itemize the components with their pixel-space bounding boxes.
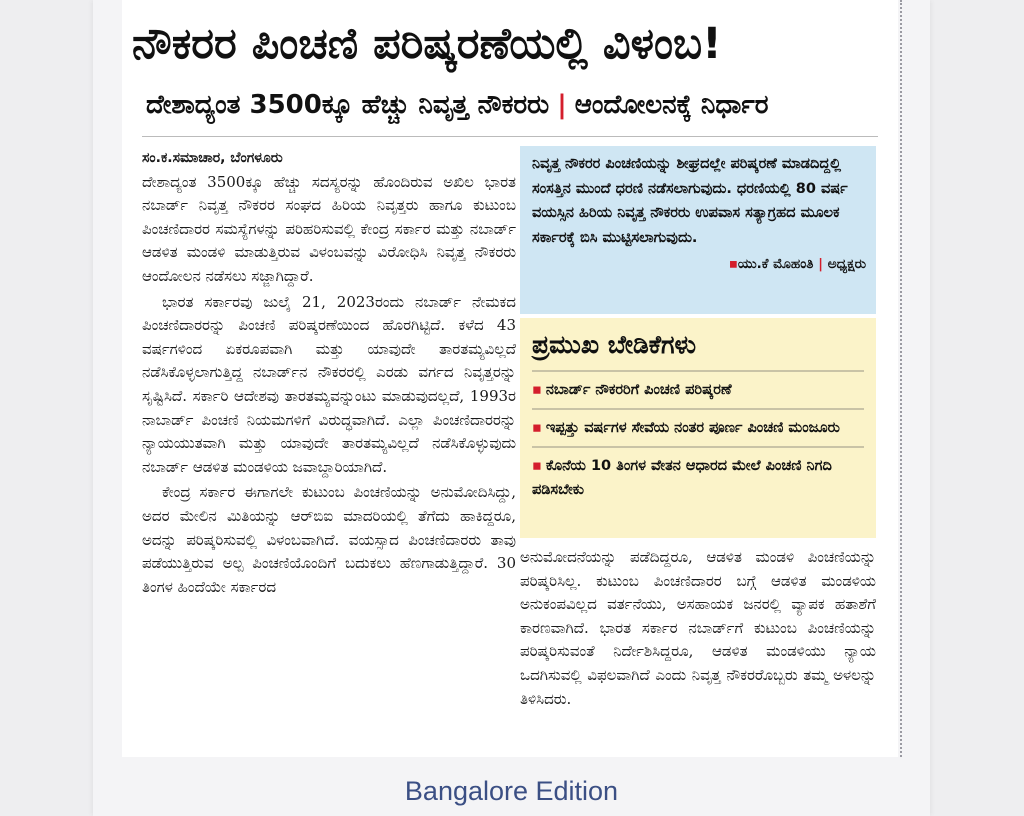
demand-item: ▪ ಕೊನೆಯ 10 ತಿಂಗಳ ವೇತನ ಆಧಾರದ ಮೇಲೆ ಪಿಂಚಣಿ ನಿಗದಿ ಪಡಿಸಬೇಕು [532,446,864,508]
paragraph-1: ದೇಶಾದ್ಯಂತ 3500ಕ್ಕೂ ಹೆಚ್ಚು ಸದಸ್ಯರನ್ನು ಹೊಂದಿರುವ ಅಖಿಲ ಭಾರತ ನಬಾರ್ಡ್ ನಿವೃತ್ತ ನೌಕರರ ಸಂಘದ ಹಿರಿಯ ನಿವೃತ್ತರು ಹಾಗೂ ಕುಟುಂಬ ಪಿಂಚಣಿದಾರರ ಸಮಸ್ಯೆಗಳನ್ನು ಪರಿಹರಿಸುವಲ್ಲಿ ಕೇಂದ್ರ ಸರ್ಕಾರ ಮತ್ತು ನಬಾರ್ಡ್ ಆಡಳಿತ ಮಂಡಳಿ ಮಾಡುತ್ತಿರುವ ವಿಳಂಬವನ್ನು ವಿರೋಧಿಸಿ ನಿವೃತ್ತ ನೌಕರರು ಆಂದೋಲನ ನಡೆಸಲು ಸಜ್ಜಾಗಿದ್ದಾರೆ. [142,172,516,285]
paragraph-3: ಕೇಂದ್ರ ಸರ್ಕಾರ ಈಗಾಗಲೇ ಕುಟುಂಬ ಪಿಂಚಣಿಯನ್ನು ಅನುಮೋದಿಸಿದ್ದು, ಅದರ ಮೇಲಿನ ಮಿತಿಯನ್ನು ಆರ್‌ಬಿಐ ಮಾದರಿಯಲ್ಲಿ ತೆಗೆದು ಹಾಕಿದ್ದರೂ, ಅದನ್ನು ಪರಿಷ್ಕರಿಸುವಲ್ಲಿ ವಿಳಂಬವಾಗಿದೆ. ವಯಸ್ಸಾದ ಪಿಂಚಣಿದಾರರು ತಾವು ಪಡೆಯುತ್ತಿರುವ ಅಲ್ಪ ಪಿಂಚಣಿಯೊಂದಿಗೆ ಬದುಕಲು ಹೆಣಗಾಡುತ್ತಿದ್ದಾರೆ. 30 ತಿಂಗಳ ಹಿಂದೆಯೇ ಸರ್ಕಾರದ [142,483,516,596]
bullet-square-icon: ▪ [532,382,542,398]
paragraph-2: ಭಾರತ ಸರ್ಕಾರವು ಜುಲೈ 21, 2023ರಂದು ನಬಾರ್ಡ್ ನೇಮಕದ ಪಿಂಚಣಿದಾರರನ್ನು ಪಿಂಚಣಿ ಪರಿಷ್ಕರಣೆಯಿಂದ ಹೊರಗಿಟ್ಟಿದೆ. ಕಳೆದ 43 ವರ್ಷಗಳಿಂದ ಏಕರೂಪವಾಗಿ ಮತ್ತು ಯಾವುದೇ ತಾರತಮ್ಯವಿಲ್ಲದೆ ನಡೆಸಿಕೊಳ್ಳಲಾಗುತ್ತಿದ್ದ ನಬಾರ್ಡ್‌ನ ನೌಕರರಲ್ಲಿ ಎರಡು ವರ್ಗದ ನಿವೃತ್ತರನ್ನು ಸೃಷ್ಟಿಸಿದೆ. ಸರ್ಕಾರಿ ಆದೇಶವು ತಾರತಮ್ಯವನ್ನುಂಟು ಮಾಡುವುದಲ್ಲದೆ, 1993ರ ನಾಬಾರ್ಡ್ ಪಿಂಚಣಿ ನಿಯಮಗಳಿಗೆ ವಿರುದ್ಧವಾಗಿದೆ. ಎಲ್ಲಾ ಪಿಂಚಣಿದಾರರನ್ನು ನ್ಯಾಯಯುತವಾಗಿ ಮತ್ತು ಯಾವುದೇ ತಾರತಮ್ಯವಿಲ್ಲದೆ ನಡೆಸಿಕೊಳ್ಳುವುದು ನಬಾರ್ಡ್ ಆಡಳಿತ ಮಂಡಳಿಯ ಜವಾಬ್ದಾರಿಯಾಗಿದೆ. [142,292,516,476]
demands-title: ಪ್ರಮುಖ ಬೇಡಿಕೆಗಳು [532,330,697,359]
headline: ನೌಕರರ ಪಿಂಚಣಿ ಪರಿಷ್ಕರಣೆಯಲ್ಲಿ ವಿಳಂಬ! [132,19,722,69]
quote-attribution [532,252,866,277]
page-fold-line [900,0,902,757]
paragraph-right: ಅನುಮೋದನೆಯನ್ನು ಪಡೆದಿದ್ದರೂ, ಆಡಳಿತ ಮಂಡಳಿ ಪಿಂಚಣಿಯನ್ನು ಪರಿಷ್ಕರಿಸಿಲ್ಲ. ಕುಟುಂಬ ಪಿಂಚಣಿದಾರರ ಬಗ್ಗೆ ಆಡಳಿತ ಮಂಡಳಿಯ ಅನುಕಂಪವಿಲ್ಲದ ವರ್ತನೆಯು, ಅಸಹಾಯಕ ಜನರಲ್ಲಿ ವ್ಯಾಪಕ ಹತಾಶೆಗೆ ಕಾರಣವಾಗಿದೆ. ಭಾರತ ಸರ್ಕಾರ ನಬಾರ್ಡ್‌ಗೆ ಕುಟುಂಬ ಪಿಂಚಣಿಯನ್ನು ಪರಿಷ್ಕರಿಸುವಂತೆ ನಿರ್ದೇಶಿಸಿದ್ದರೂ, ಆಡಳಿತ ಮಂಡಳಿಯು ನ್ಯಾಯ ಒದಗಿಸುವಲ್ಲಿ ವಿಫಲವಾಗಿದೆ ಎಂದು ನಿವೃತ್ತ ನೌಕರರೊಬ್ಬರು ತಮ್ಮ ಅಳಲನ್ನು ತಿಳಿಸಿದರು. [520,548,876,708]
quote-role: ಅಧ್ಯಕ್ಷರು [827,256,866,272]
quote-box [520,146,876,314]
bullet-square-icon: ▪ [532,458,542,474]
bullet-square-icon: ▪ [728,256,738,272]
demands-box [520,318,876,538]
subhead-left: ದೇಶಾದ್ಯಂತ 3500ಕ್ಕೂ ಹೆಚ್ಚು ನಿವೃತ್ತ ನೌಕರರು [146,90,550,120]
edition-caption: Bangalore Edition [404,776,619,806]
quote-text: ನಿವೃತ್ತ ನೌಕರರ ಪಿಂಚಣಿಯನ್ನು ಶೀಘ್ರದಲ್ಲೇ ಪರಿಷ್ಕರಣೆ ಮಾಡದಿದ್ದಲ್ಲಿ ಸಂಸತ್ತಿನ ಮುಂದೆ ಧರಣಿ ನಡೆಸಲಾಗುವುದು. ಧರಣಿಯಲ್ಲಿ 80 ವರ್ಷ ವಯಸ್ಸಿನ ಹಿರಿಯ ನಿವೃತ್ತ ನೌಕರರು ಉಪವಾಸ ಸತ್ಯಾಗ್ರಹದ ಮೂಲಕ ಸರ್ಕಾರಕ್ಕೆ ಬಿಸಿ ಮುಟ್ಟಿಸಲಾಗುವುದು. [532,156,848,246]
right-column [520,546,876,711]
bullet-square-icon: ▪ [532,420,542,436]
subhead-right: ಆಂದೋಲನಕ್ಕೆ ನಿರ್ಧಾರ [574,90,769,120]
divider [142,136,878,137]
quote-author: ಯು.ಕೆ ಮೊಹಂತಿ [737,256,814,272]
subheadline [146,86,886,124]
demand-item: ▪ ನಬಾರ್ಡ್ ನೌಕರರಿಗೆ ಪಿಂಚಣಿ ಪರಿಷ್ಕರಣೆ [532,370,864,408]
demand-item: ▪ ಇಪ್ಪತ್ತು ವರ್ಷಗಳ ಸೇವೆಯ ನಂತರ ಪೂರ್ಣ ಪಿಂಚಣಿ ಮಂಜೂರು [532,408,864,446]
subhead-separator: | [557,90,567,120]
left-column [142,146,516,599]
separator-bar: | [818,256,824,272]
dateline: ಸಂ.ಕ.ಸಮಾಚಾರ, ಬೆಂಗಳೂರು [142,150,283,166]
news-clipping [122,0,898,757]
